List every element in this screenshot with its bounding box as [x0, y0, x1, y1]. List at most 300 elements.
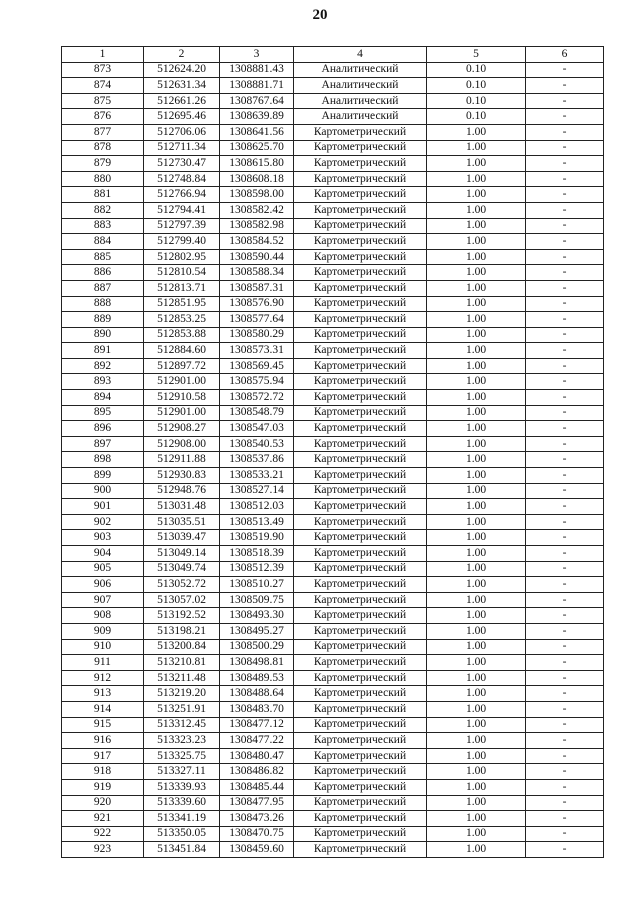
note-cell: -	[526, 546, 604, 562]
table-row	[62, 795, 604, 811]
accuracy-cell: 1.00	[427, 655, 526, 671]
method-cell: Картометрический	[294, 187, 427, 203]
point-number-cell: 918	[62, 764, 144, 780]
accuracy-cell: 1.00	[427, 452, 526, 468]
y-coordinate-cell: 1308480.47	[220, 748, 294, 764]
y-coordinate-cell: 1308540.53	[220, 436, 294, 452]
method-cell: Картометрический	[294, 608, 427, 624]
y-coordinate-cell: 1308470.75	[220, 826, 294, 842]
note-cell: -	[526, 577, 604, 593]
accuracy-cell: 1.00	[427, 592, 526, 608]
x-coordinate-cell: 513350.05	[144, 826, 220, 842]
accuracy-cell: 1.00	[427, 265, 526, 281]
method-cell: Картометрический	[294, 701, 427, 717]
x-coordinate-cell: 512851.95	[144, 296, 220, 312]
note-cell: -	[526, 779, 604, 795]
point-number-cell: 897	[62, 436, 144, 452]
note-cell: -	[526, 327, 604, 343]
table-row	[62, 405, 604, 421]
y-coordinate-cell: 1308548.79	[220, 405, 294, 421]
y-coordinate-cell: 1308615.80	[220, 156, 294, 172]
note-cell: -	[526, 374, 604, 390]
y-coordinate-cell: 1308512.03	[220, 499, 294, 515]
y-coordinate-cell: 1308767.64	[220, 93, 294, 109]
note-cell: -	[526, 639, 604, 655]
table-row	[62, 592, 604, 608]
y-coordinate-cell: 1308582.98	[220, 218, 294, 234]
accuracy-cell: 1.00	[427, 124, 526, 140]
method-cell: Картометрический	[294, 390, 427, 406]
accuracy-cell: 1.00	[427, 358, 526, 374]
accuracy-cell: 1.00	[427, 296, 526, 312]
y-coordinate-cell: 1308572.72	[220, 390, 294, 406]
accuracy-cell: 1.00	[427, 733, 526, 749]
y-coordinate-cell: 1308500.29	[220, 639, 294, 655]
accuracy-cell: 1.00	[427, 670, 526, 686]
table-row	[62, 218, 604, 234]
table-row	[62, 686, 604, 702]
method-cell: Картометрический	[294, 811, 427, 827]
point-number-cell: 908	[62, 608, 144, 624]
point-number-cell: 920	[62, 795, 144, 811]
method-cell: Картометрический	[294, 717, 427, 733]
note-cell: -	[526, 171, 604, 187]
y-coordinate-cell: 1308582.42	[220, 202, 294, 218]
x-coordinate-cell: 512624.20	[144, 62, 220, 78]
note-cell: -	[526, 670, 604, 686]
method-cell: Картометрический	[294, 826, 427, 842]
method-cell: Картометрический	[294, 312, 427, 328]
accuracy-cell: 1.00	[427, 468, 526, 484]
table-row	[62, 779, 604, 795]
column-header: 5	[427, 47, 526, 63]
table-row	[62, 733, 604, 749]
point-number-cell: 893	[62, 374, 144, 390]
table-header-row	[62, 47, 604, 63]
accuracy-cell: 1.00	[427, 436, 526, 452]
x-coordinate-cell: 512901.00	[144, 374, 220, 390]
point-number-cell: 912	[62, 670, 144, 686]
note-cell: -	[526, 343, 604, 359]
table-row	[62, 717, 604, 733]
y-coordinate-cell: 1308477.12	[220, 717, 294, 733]
y-coordinate-cell: 1308587.31	[220, 280, 294, 296]
method-cell: Аналитический	[294, 109, 427, 125]
point-number-cell: 901	[62, 499, 144, 515]
accuracy-cell: 1.00	[427, 171, 526, 187]
x-coordinate-cell: 513211.48	[144, 670, 220, 686]
note-cell: -	[526, 280, 604, 296]
x-coordinate-cell: 512853.25	[144, 312, 220, 328]
table-row	[62, 608, 604, 624]
column-header: 4	[294, 47, 427, 63]
method-cell: Аналитический	[294, 93, 427, 109]
note-cell: -	[526, 249, 604, 265]
y-coordinate-cell: 1308488.64	[220, 686, 294, 702]
table-row	[62, 358, 604, 374]
method-cell: Картометрический	[294, 234, 427, 250]
note-cell: -	[526, 421, 604, 437]
y-coordinate-cell: 1308459.60	[220, 842, 294, 858]
method-cell: Картометрический	[294, 421, 427, 437]
note-cell: -	[526, 124, 604, 140]
method-cell: Картометрический	[294, 452, 427, 468]
accuracy-cell: 0.10	[427, 109, 526, 125]
method-cell: Картометрический	[294, 249, 427, 265]
point-number-cell: 874	[62, 78, 144, 94]
x-coordinate-cell: 513035.51	[144, 514, 220, 530]
note-cell: -	[526, 265, 604, 281]
accuracy-cell: 1.00	[427, 343, 526, 359]
accuracy-cell: 1.00	[427, 530, 526, 546]
y-coordinate-cell: 1308641.56	[220, 124, 294, 140]
table-row	[62, 639, 604, 655]
y-coordinate-cell: 1308537.86	[220, 452, 294, 468]
note-cell: -	[526, 156, 604, 172]
table-row	[62, 390, 604, 406]
method-cell: Картометрический	[294, 514, 427, 530]
x-coordinate-cell: 513341.19	[144, 811, 220, 827]
note-cell: -	[526, 748, 604, 764]
table-row	[62, 811, 604, 827]
note-cell: -	[526, 530, 604, 546]
note-cell: -	[526, 717, 604, 733]
method-cell: Картометрический	[294, 733, 427, 749]
accuracy-cell: 1.00	[427, 639, 526, 655]
method-cell: Картометрический	[294, 546, 427, 562]
point-number-cell: 922	[62, 826, 144, 842]
y-coordinate-cell: 1308598.00	[220, 187, 294, 203]
table-row	[62, 62, 604, 78]
method-cell: Картометрический	[294, 561, 427, 577]
note-cell: -	[526, 561, 604, 577]
y-coordinate-cell: 1308493.30	[220, 608, 294, 624]
accuracy-cell: 1.00	[427, 748, 526, 764]
y-coordinate-cell: 1308881.43	[220, 62, 294, 78]
method-cell: Картометрический	[294, 748, 427, 764]
y-coordinate-cell: 1308486.82	[220, 764, 294, 780]
point-number-cell: 915	[62, 717, 144, 733]
table-row	[62, 140, 604, 156]
point-number-cell: 886	[62, 265, 144, 281]
point-number-cell: 883	[62, 218, 144, 234]
y-coordinate-cell: 1308527.14	[220, 483, 294, 499]
method-cell: Картометрический	[294, 623, 427, 639]
point-number-cell: 888	[62, 296, 144, 312]
y-coordinate-cell: 1308498.81	[220, 655, 294, 671]
method-cell: Картометрический	[294, 124, 427, 140]
accuracy-cell: 1.00	[427, 202, 526, 218]
point-number-cell: 905	[62, 561, 144, 577]
point-number-cell: 896	[62, 421, 144, 437]
x-coordinate-cell: 513339.93	[144, 779, 220, 795]
note-cell: -	[526, 764, 604, 780]
point-number-cell: 899	[62, 468, 144, 484]
table-row	[62, 514, 604, 530]
accuracy-cell: 1.00	[427, 842, 526, 858]
method-cell: Картометрический	[294, 764, 427, 780]
accuracy-cell: 1.00	[427, 514, 526, 530]
column-header: 6	[526, 47, 604, 63]
point-number-cell: 884	[62, 234, 144, 250]
y-coordinate-cell: 1308473.26	[220, 811, 294, 827]
x-coordinate-cell: 513327.11	[144, 764, 220, 780]
point-number-cell: 879	[62, 156, 144, 172]
y-coordinate-cell: 1308510.27	[220, 577, 294, 593]
table-row	[62, 156, 604, 172]
note-cell: -	[526, 296, 604, 312]
y-coordinate-cell: 1308576.90	[220, 296, 294, 312]
x-coordinate-cell: 513323.23	[144, 733, 220, 749]
table-row	[62, 78, 604, 94]
x-coordinate-cell: 513057.02	[144, 592, 220, 608]
accuracy-cell: 1.00	[427, 421, 526, 437]
accuracy-cell: 1.00	[427, 811, 526, 827]
method-cell: Картометрический	[294, 296, 427, 312]
point-number-cell: 902	[62, 514, 144, 530]
accuracy-cell: 1.00	[427, 483, 526, 499]
point-number-cell: 878	[62, 140, 144, 156]
x-coordinate-cell: 512661.26	[144, 93, 220, 109]
point-number-cell: 885	[62, 249, 144, 265]
point-number-cell: 904	[62, 546, 144, 562]
x-coordinate-cell: 512730.47	[144, 156, 220, 172]
point-number-cell: 873	[62, 62, 144, 78]
x-coordinate-cell: 512810.54	[144, 265, 220, 281]
accuracy-cell: 0.10	[427, 93, 526, 109]
x-coordinate-cell: 513339.60	[144, 795, 220, 811]
x-coordinate-cell: 512853.88	[144, 327, 220, 343]
x-coordinate-cell: 512711.34	[144, 140, 220, 156]
table-row	[62, 436, 604, 452]
point-number-cell: 898	[62, 452, 144, 468]
table-row	[62, 483, 604, 499]
method-cell: Картометрический	[294, 795, 427, 811]
point-number-cell: 919	[62, 779, 144, 795]
x-coordinate-cell: 512901.00	[144, 405, 220, 421]
method-cell: Картометрический	[294, 374, 427, 390]
note-cell: -	[526, 78, 604, 94]
point-number-cell: 916	[62, 733, 144, 749]
table-row	[62, 577, 604, 593]
point-number-cell: 903	[62, 530, 144, 546]
table-body	[62, 62, 604, 857]
x-coordinate-cell: 512794.41	[144, 202, 220, 218]
point-number-cell: 881	[62, 187, 144, 203]
column-header: 1	[62, 47, 144, 63]
method-cell: Картометрический	[294, 686, 427, 702]
accuracy-cell: 0.10	[427, 62, 526, 78]
point-number-cell: 907	[62, 592, 144, 608]
note-cell: -	[526, 234, 604, 250]
x-coordinate-cell: 512930.83	[144, 468, 220, 484]
point-number-cell: 910	[62, 639, 144, 655]
accuracy-cell: 1.00	[427, 717, 526, 733]
point-number-cell: 890	[62, 327, 144, 343]
accuracy-cell: 1.00	[427, 779, 526, 795]
x-coordinate-cell: 513251.91	[144, 701, 220, 717]
accuracy-cell: 1.00	[427, 327, 526, 343]
y-coordinate-cell: 1308477.22	[220, 733, 294, 749]
note-cell: -	[526, 592, 604, 608]
method-cell: Картометрический	[294, 592, 427, 608]
table-row	[62, 452, 604, 468]
y-coordinate-cell: 1308495.27	[220, 623, 294, 639]
x-coordinate-cell: 512911.88	[144, 452, 220, 468]
method-cell: Картометрический	[294, 499, 427, 515]
x-coordinate-cell: 513451.84	[144, 842, 220, 858]
note-cell: -	[526, 514, 604, 530]
y-coordinate-cell: 1308881.71	[220, 78, 294, 94]
y-coordinate-cell: 1308575.94	[220, 374, 294, 390]
point-number-cell: 914	[62, 701, 144, 717]
point-number-cell: 909	[62, 623, 144, 639]
y-coordinate-cell: 1308625.70	[220, 140, 294, 156]
y-coordinate-cell: 1308518.39	[220, 546, 294, 562]
note-cell: -	[526, 218, 604, 234]
point-number-cell: 911	[62, 655, 144, 671]
point-number-cell: 923	[62, 842, 144, 858]
table-row	[62, 623, 604, 639]
x-coordinate-cell: 512884.60	[144, 343, 220, 359]
accuracy-cell: 1.00	[427, 312, 526, 328]
y-coordinate-cell: 1308584.52	[220, 234, 294, 250]
y-coordinate-cell: 1308489.53	[220, 670, 294, 686]
note-cell: -	[526, 140, 604, 156]
method-cell: Картометрический	[294, 140, 427, 156]
table-row	[62, 280, 604, 296]
accuracy-cell: 1.00	[427, 795, 526, 811]
table-row	[62, 187, 604, 203]
point-number-cell: 913	[62, 686, 144, 702]
y-coordinate-cell: 1308513.49	[220, 514, 294, 530]
accuracy-cell: 1.00	[427, 686, 526, 702]
accuracy-cell: 1.00	[427, 561, 526, 577]
accuracy-cell: 1.00	[427, 156, 526, 172]
note-cell: -	[526, 390, 604, 406]
x-coordinate-cell: 513049.74	[144, 561, 220, 577]
x-coordinate-cell: 513049.14	[144, 546, 220, 562]
x-coordinate-cell: 512695.46	[144, 109, 220, 125]
method-cell: Картометрический	[294, 265, 427, 281]
table-row	[62, 701, 604, 717]
table-row	[62, 265, 604, 281]
note-cell: -	[526, 468, 604, 484]
method-cell: Картометрический	[294, 655, 427, 671]
accuracy-cell: 1.00	[427, 187, 526, 203]
method-cell: Картометрический	[294, 405, 427, 421]
note-cell: -	[526, 811, 604, 827]
accuracy-cell: 1.00	[427, 218, 526, 234]
note-cell: -	[526, 93, 604, 109]
column-header: 3	[220, 47, 294, 63]
note-cell: -	[526, 608, 604, 624]
method-cell: Картометрический	[294, 577, 427, 593]
method-cell: Картометрический	[294, 358, 427, 374]
x-coordinate-cell: 512748.84	[144, 171, 220, 187]
table-row	[62, 374, 604, 390]
table-row	[62, 530, 604, 546]
method-cell: Картометрический	[294, 670, 427, 686]
table-row	[62, 234, 604, 250]
accuracy-cell: 1.00	[427, 280, 526, 296]
page-number: 20	[312, 7, 328, 23]
point-number-cell: 921	[62, 811, 144, 827]
table-row	[62, 296, 604, 312]
x-coordinate-cell: 512910.58	[144, 390, 220, 406]
method-cell: Картометрический	[294, 156, 427, 172]
method-cell: Картометрический	[294, 779, 427, 795]
table-row	[62, 109, 604, 125]
accuracy-cell: 0.10	[427, 78, 526, 94]
point-number-cell: 889	[62, 312, 144, 328]
y-coordinate-cell: 1308577.64	[220, 312, 294, 328]
note-cell: -	[526, 62, 604, 78]
x-coordinate-cell: 512897.72	[144, 358, 220, 374]
table-row	[62, 327, 604, 343]
accuracy-cell: 1.00	[427, 546, 526, 562]
x-coordinate-cell: 513312.45	[144, 717, 220, 733]
x-coordinate-cell: 512813.71	[144, 280, 220, 296]
note-cell: -	[526, 358, 604, 374]
method-cell: Картометрический	[294, 343, 427, 359]
x-coordinate-cell: 512948.76	[144, 483, 220, 499]
table-row	[62, 670, 604, 686]
note-cell: -	[526, 701, 604, 717]
x-coordinate-cell: 512802.95	[144, 249, 220, 265]
x-coordinate-cell: 513052.72	[144, 577, 220, 593]
table-row	[62, 748, 604, 764]
coordinates-table	[61, 46, 604, 858]
note-cell: -	[526, 733, 604, 749]
accuracy-cell: 1.00	[427, 140, 526, 156]
table-row	[62, 826, 604, 842]
y-coordinate-cell: 1308580.29	[220, 327, 294, 343]
point-number-cell: 891	[62, 343, 144, 359]
x-coordinate-cell: 512908.27	[144, 421, 220, 437]
method-cell: Картометрический	[294, 171, 427, 187]
method-cell: Картометрический	[294, 639, 427, 655]
table-row	[62, 499, 604, 515]
point-number-cell: 882	[62, 202, 144, 218]
note-cell: -	[526, 795, 604, 811]
note-cell: -	[526, 452, 604, 468]
note-cell: -	[526, 826, 604, 842]
table-row	[62, 93, 604, 109]
table-row	[62, 343, 604, 359]
method-cell: Картометрический	[294, 436, 427, 452]
accuracy-cell: 1.00	[427, 499, 526, 515]
accuracy-cell: 1.00	[427, 764, 526, 780]
y-coordinate-cell: 1308590.44	[220, 249, 294, 265]
accuracy-cell: 1.00	[427, 577, 526, 593]
y-coordinate-cell: 1308485.44	[220, 779, 294, 795]
method-cell: Картометрический	[294, 327, 427, 343]
table-row	[62, 561, 604, 577]
accuracy-cell: 1.00	[427, 701, 526, 717]
accuracy-cell: 1.00	[427, 390, 526, 406]
point-number-cell: 900	[62, 483, 144, 499]
point-number-cell: 894	[62, 390, 144, 406]
y-coordinate-cell: 1308588.34	[220, 265, 294, 281]
x-coordinate-cell: 513039.47	[144, 530, 220, 546]
method-cell: Аналитический	[294, 78, 427, 94]
y-coordinate-cell: 1308477.95	[220, 795, 294, 811]
x-coordinate-cell: 513031.48	[144, 499, 220, 515]
x-coordinate-cell: 512908.00	[144, 436, 220, 452]
table-row	[62, 171, 604, 187]
point-number-cell: 887	[62, 280, 144, 296]
